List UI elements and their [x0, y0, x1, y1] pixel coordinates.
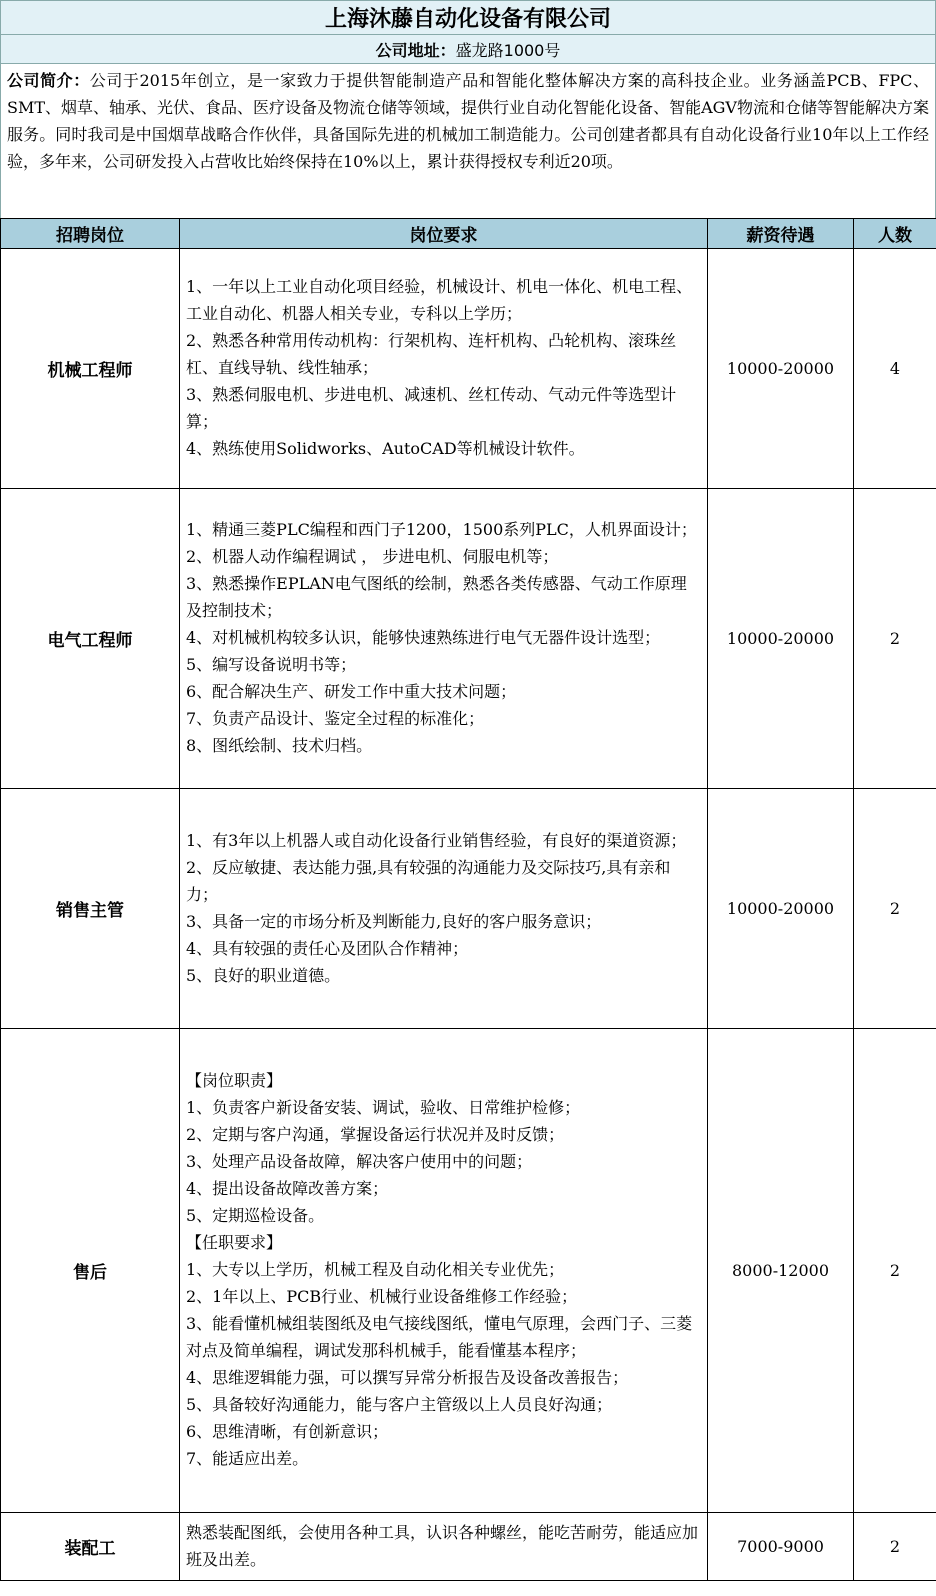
count-cell: 2	[854, 1513, 936, 1581]
requirement-item: 1、一年以上工业自动化项目经验，机械设计、机电一体化、机电工程、工业自动化、机器人相关专业，专科以上学历；	[186, 277, 693, 323]
table-row	[1, 1513, 936, 1581]
address-label: 公司地址：	[375, 40, 456, 60]
position-cell: 机械工程师	[1, 249, 180, 489]
job-table	[0, 218, 936, 1581]
requirements-cell	[180, 1513, 708, 1581]
requirement-item: 3、能看懂机械组装图纸及电气接线图纸，懂电气原理，会西门子、三菱对点及简单编程，调试发那科机械手，能看懂基本程序；	[186, 1314, 693, 1360]
requirement-item: 1、负责客户新设备安装、调试，验收、日常维护检修；	[186, 1098, 581, 1117]
requirement-item: 1、精通三菱PLC编程和西门子1200，1500系列PLC，人机界面设计；	[186, 520, 697, 539]
table-row	[1, 489, 936, 789]
requirement-item: 3、熟悉操作EPLAN电气图纸的绘制，熟悉各类传感器、气动工作原理及控制技术；	[186, 574, 687, 620]
salary-cell: 8000-12000	[708, 1029, 854, 1513]
position-cell: 装配工	[1, 1513, 180, 1581]
position-cell: 电气工程师	[1, 489, 180, 789]
table-row	[1, 249, 936, 489]
requirement-item: 4、提出设备故障改善方案；	[186, 1179, 389, 1198]
requirement-item: 4、思维逻辑能力强，可以撰写异常分析报告及设备改善报告；	[186, 1368, 629, 1387]
requirements-cell	[180, 789, 708, 1029]
requirements-cell	[180, 489, 708, 789]
header-count: 人数	[854, 219, 936, 249]
section-heading: 【任职要求】	[186, 1233, 283, 1252]
company-address	[0, 34, 936, 64]
requirement-item: 6、思维清晰，有创新意识；	[186, 1422, 389, 1441]
requirement-item: 4、对机械机构较多认识，能够快速熟练进行电气无器件设计选型；	[186, 628, 661, 647]
requirement-item: 8、图纸绘制、技术归档。	[186, 736, 373, 755]
position-cell: 售后	[1, 1029, 180, 1513]
count-cell: 2	[854, 789, 936, 1029]
header-requirements: 岗位要求	[180, 219, 708, 249]
address-value: 盛龙路1000号	[455, 40, 561, 60]
count-cell: 2	[854, 489, 936, 789]
position-cell: 销售主管	[1, 789, 180, 1029]
requirement-item: 7、能适应出差。	[186, 1449, 309, 1468]
requirement-item: 5、定期巡检设备。	[186, 1206, 325, 1225]
section-heading: 【岗位职责】	[186, 1071, 283, 1090]
requirement-item: 4、熟练使用Solidworks、AutoCAD等机械设计软件。	[186, 439, 585, 458]
salary-cell: 10000-20000	[708, 789, 854, 1029]
requirement-item: 5、具备较好沟通能力，能与客户主管级以上人员良好沟通；	[186, 1395, 613, 1414]
header-salary: 薪资待遇	[708, 219, 854, 249]
salary-cell: 10000-20000	[708, 489, 854, 789]
table-row	[1, 1029, 936, 1513]
requirement-item: 熟悉装配图纸，会使用各种工具，认识各种螺丝，能吃苦耐劳，能适应加班及出差。	[186, 1522, 699, 1569]
table-row	[1, 789, 936, 1029]
requirements-cell	[180, 1029, 708, 1513]
table-header-row	[1, 219, 936, 249]
requirement-item: 5、良好的职业道德。	[186, 965, 341, 985]
salary-cell: 10000-20000	[708, 249, 854, 489]
count-cell: 2	[854, 1029, 936, 1513]
requirement-item: 1、大专以上学历，机械工程及自动化相关专业优先；	[186, 1260, 565, 1279]
intro-text: 公司于2015年创立，是一家致力于提供智能制造产品和智能化整体解决方案的高科技企业。业务涵盖PCB、FPC、SMT、烟草、轴承、光伏、食品、医疗设备及物流仓储等领域，提供行业自动化智能化设备、智能AGV物流和仓储等智能解决方案服务。同时我司是中国烟草战略合作伙伴，具备国际先进的机械加工制造能力。公司创建者都具有自动化设备行业10年以上工作经验，多年来，公司研发投入占营收比始终保持在10%以上，累计获得授权专利近20项。	[7, 71, 929, 171]
requirement-item: 2、熟悉各种常用传动机构：行架机构、连杆机构、凸轮机构、滚珠丝杠、直线导轨、线性轴承；	[186, 331, 677, 377]
requirement-item: 6、配合解决生产、研发工作中重大技术问题；	[186, 682, 517, 701]
intro-label: 公司简介：	[7, 71, 90, 90]
requirement-item: 1、有3年以上机器人或自动化设备行业销售经验，有良好的渠道资源；	[186, 830, 687, 850]
requirement-item: 3、处理产品设备故障，解决客户使用中的问题；	[186, 1152, 533, 1171]
company-title: 上海沐藤自动化设备有限公司	[0, 0, 936, 34]
salary-cell: 7000-9000	[708, 1513, 854, 1581]
requirement-item: 5、编写设备说明书等；	[186, 655, 357, 674]
requirement-item: 7、负责产品设计、鉴定全过程的标准化；	[186, 709, 485, 728]
requirement-item: 2、机器人动作编程调试 ， 步进电机、伺服电机等；	[186, 547, 559, 566]
count-cell: 4	[854, 249, 936, 489]
requirements-cell	[180, 249, 708, 489]
requirement-item: 2、反应敏捷、表达能力强,具有较强的沟通能力及交际技巧,具有亲和力；	[186, 857, 671, 904]
requirement-item: 3、具备一定的市场分析及判断能力,良好的客户服务意识；	[186, 911, 602, 931]
requirement-item: 4、具有较强的责任心及团队合作精神；	[186, 938, 469, 958]
requirement-item: 2、1年以上、PCB行业、机械行业设备维修工作经验；	[186, 1287, 578, 1306]
requirement-item: 2、定期与客户沟通，掌握设备运行状况并及时反馈；	[186, 1125, 565, 1144]
company-intro	[0, 64, 936, 218]
requirement-item: 3、熟悉伺服电机、步进电机、减速机、丝杠传动、气动元件等选型计算；	[186, 385, 677, 431]
header-position: 招聘岗位	[1, 219, 180, 249]
